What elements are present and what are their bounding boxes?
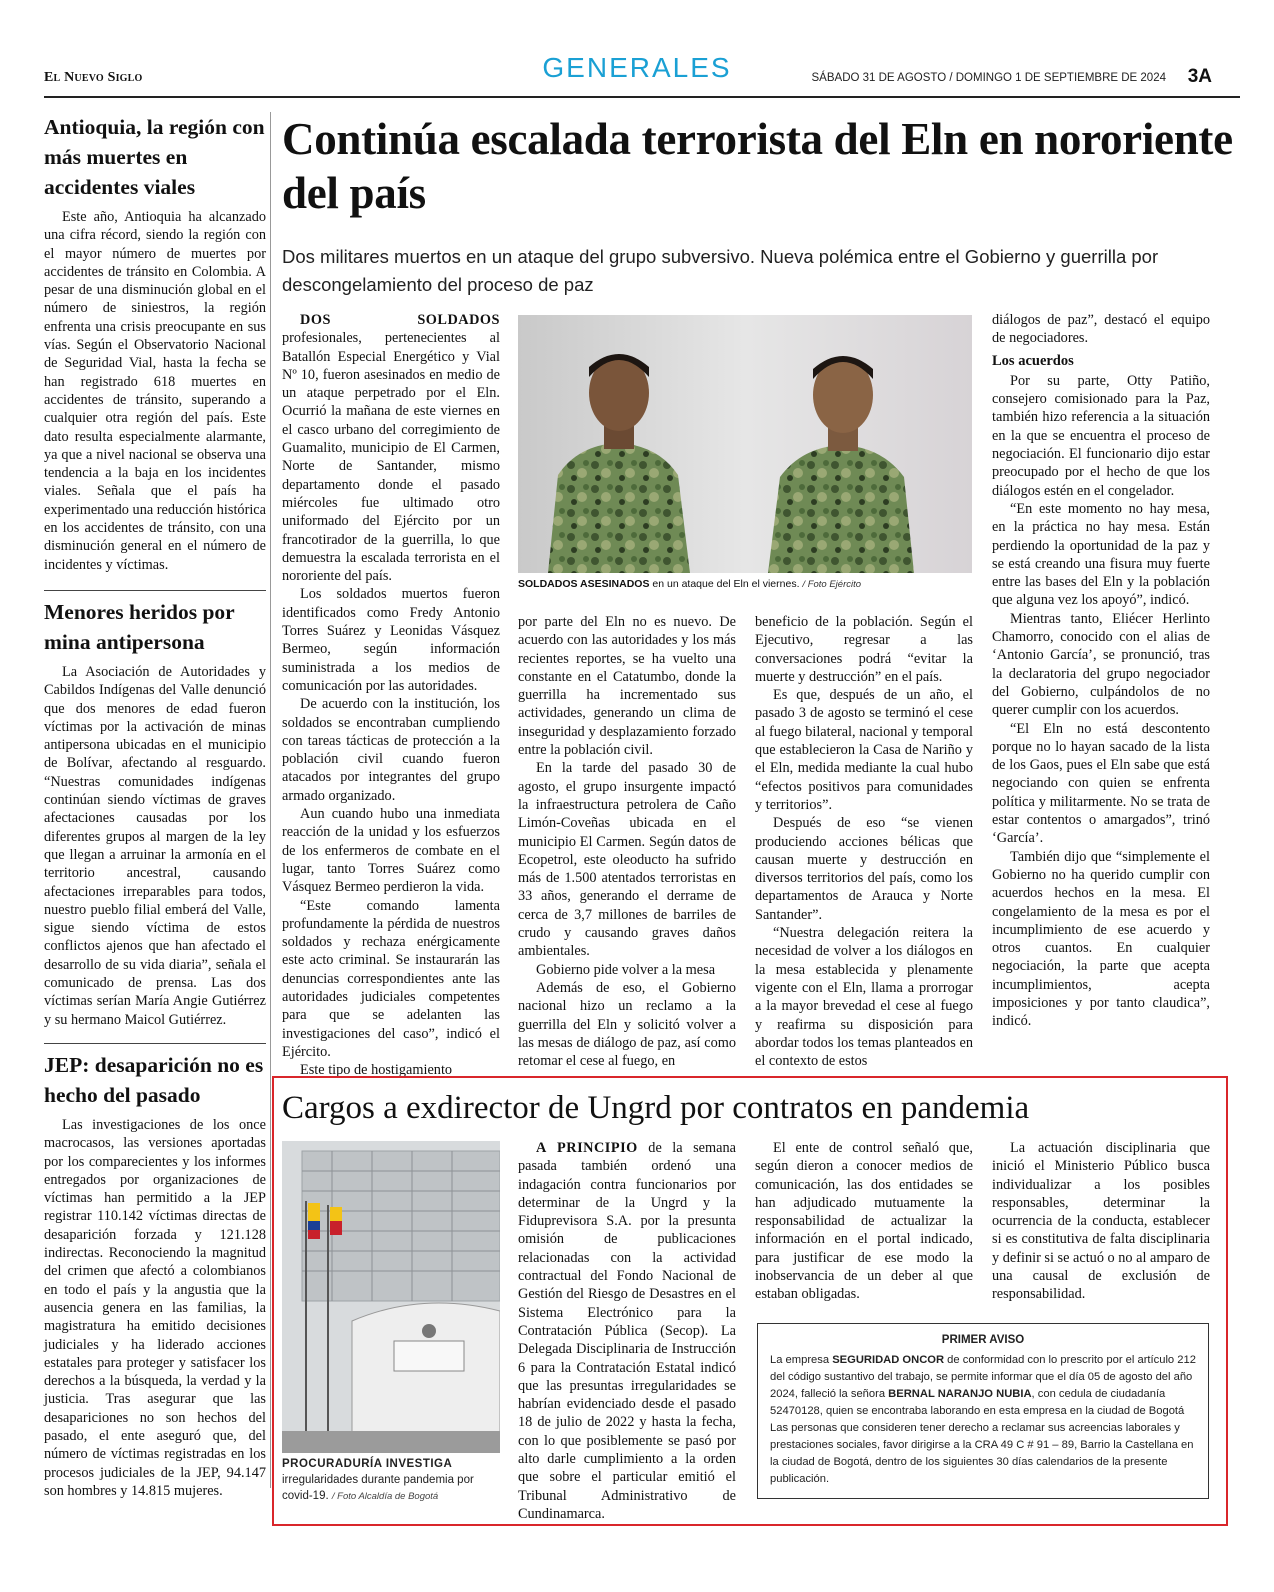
paragraph: “Este comando lamenta profundamente la pérdida de nuestros soldados y rechaza enérgicamente este acto criminal. Se instaurarán las denuncias correspondientes ante las autoridades judiciales competentes para que se adelanten las investigaciones del caso”, indicó el Ejército. bbox=[282, 897, 500, 1060]
soldiers-photo bbox=[518, 315, 972, 573]
paragraph: Los soldados muertos fueron identificados como Fredy Antonio Torres Suárez y Leonidas Vásquez Bermeo, según información suministrada a los medios de comunicación por las autoridades. bbox=[282, 586, 500, 694]
paragraph: Después de eso “se vienen produciendo acciones bélicas que causan muerte y destrucción en diversos territorios del país, como los departamentos de Arauca y Norte Santander”. bbox=[755, 815, 973, 923]
procuraduria-photo bbox=[282, 1141, 500, 1453]
paragraph: diálogos de paz”, destacó el equipo de negociadores. bbox=[992, 312, 1210, 347]
sidebar-divider bbox=[44, 1043, 266, 1044]
page-number: 3A bbox=[1187, 66, 1212, 87]
paragraph: beneficio de la población. Según el Ejecutivo, regresar a las conversaciones podrá “evitar la muerte y destrucción” en el país. bbox=[755, 614, 973, 685]
main-headline: Continúa escalada terrorista del Eln en nororiente del país bbox=[282, 114, 1233, 218]
main-column-4 bbox=[992, 311, 1210, 1031]
paragraph: “El Eln no está descontento porque no lo hayan sacado de la lista de los Gaos, pues el Eln sabe que está negociando con quien se enfrenta política y militarmente. No se trata de estar contentos o amargados”, trinó ‘García’. bbox=[992, 720, 1210, 847]
paragraph: En la tarde del pasado 30 de agosto, el grupo insurgente impactó la infraestructura petrolera de Caño Limón-Coveñas ubicada en el municipio El Carmen. Según datos de Ecopetrol, este oleoducto ha sufrido más de 1.500 atentados terroristas en 33 años, generando el derrame de cerca de 3,7 millones de barriles de crudo y causando graves daños ambientales. bbox=[518, 760, 736, 960]
sidebar-story2-title: Menores heridos por mina antipersona bbox=[44, 600, 235, 654]
paragraph: Este tipo de hostigamiento bbox=[300, 1062, 453, 1079]
procuraduria-photo-caption bbox=[282, 1456, 502, 1505]
paragraph: El ente de control señaló que, según dieron a conocer medios de comunicación, las dos entidades se han adjudicado mutuamente la responsabilidad de actualizar la información en el portal indicado, para justificar de ese modo la inobservancia de un deber al que estaban obligadas. bbox=[755, 1140, 973, 1303]
main-kicker: DOS SOLDADOS bbox=[300, 312, 500, 328]
notice-text: La empresa bbox=[770, 1354, 833, 1366]
sidebar-story1-title: Antioquia, la región con más muertes en accidentes viales bbox=[44, 115, 265, 199]
caption-bold: SOLDADOS ASESINADOS bbox=[518, 578, 650, 590]
sidebar-story2 bbox=[44, 663, 266, 1029]
boxed-story-headline: Cargos a exdirector de Ungrd por contratos en pandemia bbox=[282, 1090, 1030, 1126]
section-title: GENERALES bbox=[542, 52, 732, 83]
caption-text: en un ataque del Eln el viernes. bbox=[649, 578, 800, 590]
sidebar-story3-title: JEP: desaparición no es hecho del pasado bbox=[44, 1053, 264, 1107]
notice-person: BERNAL NARANJO NUBIA bbox=[888, 1388, 1032, 1400]
notice-text: de conformidad con lo prescrito por el artículo 212 del código sustantivo del trabajo, se permite informar que el día 05 de agosto del año 2024, falleció la señora bbox=[770, 1354, 1196, 1400]
caption-credit: / Foto Alcaldía de Bogotá bbox=[331, 1491, 439, 1502]
notice-text: , con cedula de ciudadanía 52470128, quien se encontraba laborando en esta empresa en la ciudad de Bogotá Las personas que consideren tener derecho a reclamar sus acreencias laborales y prestaciones sociales, favor dirigirse a la CRA 49 C # 91 – 89, Barrio la Castellana en la ciudad de Bogotá, dentro de los siguientes 30 días calendarios de la presente publicación. bbox=[770, 1388, 1194, 1485]
column-divider bbox=[270, 112, 271, 1488]
paragraph: De acuerdo con la institución, los soldados se encontraban cumpliendo con tareas tácticas de protección a la población civil cuando fueron atacados por integrantes del grupo armado organizado. bbox=[282, 696, 500, 804]
paragraph: Aun cuando hubo una inmediata reacción de la unidad y los esfuerzos de los enfermeros de combate en el lugar, tanto Torres Suárez como Vásquez Bermeo perdieron la vida. bbox=[282, 806, 500, 896]
subheading: Gobierno pide volver a la mesa bbox=[536, 961, 716, 978]
paragraph: Es que, después de un año, el pasado 3 de agosto se terminó el cese al fuego bilateral, nacional y temporal que establecieron la Casa de Nariño y el Eln, medida mediante la cual hubo “efectos positivos para comunidades y territorios”. bbox=[755, 687, 973, 813]
box-column-1 bbox=[518, 1139, 736, 1523]
sidebar-story3 bbox=[44, 1116, 266, 1500]
paragraph: Por su parte, Otty Patiño, consejero comisionado para la Paz, también hizo referencia a la situación en la que se encuentra el proceso de negociación. El funcionario dijo estar preocupado por el hecho de que los diálogos estén en el congelador. bbox=[992, 372, 1210, 499]
paragraph: Mientras tanto, Eliécer Herlinto Chamorro, conocido con el alias de ‘Antonio García’, se pronunció, tras la declaratoria del grupo negociador del Gobierno, culpándolos de no querer cumplir con los acuerdos. bbox=[992, 610, 1210, 719]
newspaper-name: El Nuevo Siglo bbox=[44, 70, 143, 85]
header-rule bbox=[44, 96, 1240, 98]
issue-date: SÁBADO 31 DE AGOSTO / DOMINGO 1 DE SEPTIEMBRE DE 2024 bbox=[811, 72, 1166, 84]
paragraph: por parte del Eln no es nuevo. De acuerdo con las autoridades y los más recientes reportes, se ha vuelto una constante en el Catatumbo, donde la guerrilla ha incrementado sus actividades, generando un clima de inseguridad y desplazamiento forzado entre la población civil. bbox=[518, 614, 736, 759]
caption-text: irregularidades durante pandemia por covid-19. bbox=[282, 1474, 474, 1502]
sidebar-story3-body: Las investigaciones de los once macrocasos, las versiones aportadas por los comparecientes y los informes entregados por organizaciones de víctimas han permitido a la JEP registrar 110.142 víctimas directas de desaparición forzada y 121.128 indirectas. Reconociendo la magnitud del crimen que afectó a colombianos en todo el país y la angustia que la ausencia genera en las familias, la magistratura ha emitido decisiones judiciales y ha liderado acciones estatales para proteger y satisfacer los derechos a la búsqueda, la verdad y la justicia. Tras asegurar que las desapariciones no son hechos del pasado, el ente aseguró que, del número de víctimas registradas en los procesos judiciales de la JEP, 94.147 son hombres y 14.815 mujeres. bbox=[44, 1117, 266, 1499]
paragraph: La actuación disciplinaria que inició el Ministerio Público busca individualizar a los posibles responsables, determinar la ocurrencia de la conducta, establecer si es constitutiva de falta disciplinaria y definir si se actuó o no al amparo de una causal de exclusión de responsabilidad. bbox=[992, 1140, 1210, 1303]
caption-credit: / Foto Ejército bbox=[802, 579, 862, 590]
box-kicker: A PRINCIPIO bbox=[536, 1140, 638, 1156]
legal-notice-body bbox=[770, 1352, 1196, 1488]
sidebar-story2-body: La Asociación de Autoridades y Cabildos Indígenas del Valle denunció que dos menores de edad fueron víctimas por la activación de minas antipersona ubicadas en el municipio de Bolívar, afectando al resguardo. “Nuestras comunidades indígenas continúan siendo víctimas de graves afectaciones causadas por los diferentes grupos al margen de la ley que llegan a arruinar la armonía en el territorio ancestral, causando afectaciones irreparables para todos, nuestro pueblo filial emberá del Valle, sigue siendo víctima de estos conflictos ajenos que han afectado el desarrollo de su vida diaria”, señala el comunicado de prensa. Las dos víctimas serían María Angie Gutiérrez y su hermano Maicol Gutiérrez. bbox=[44, 664, 266, 1028]
paragraph: “En este momento no hay mesa, en la práctica no hay mesa. Están perdiendo la oportunidad de la paz y se está creando una fisura muy fuerte entre las bases del Eln y la población que alguna vez los apoyó”, indicó. bbox=[992, 500, 1210, 609]
sidebar-divider bbox=[44, 590, 266, 591]
legal-notice bbox=[757, 1323, 1209, 1499]
sidebar-story1-body: Este año, Antioquia ha alcanzado una cifra récord, siendo la región con el mayor número de muertes por accidentes de tránsito en Colombia. A pesar de una disminución global en el número de siniestros, la región enfrenta una crisis preocupante en sus vías. Según el Observatorio Nacional de Seguridad Vial, hasta la fecha se han registrado 618 muertes en accidentes de tránsito, superando a cualquier otra región del país. Este dato resulta especialmente alarmante, ya que a nivel nacional se observa una tendencia a la baja en los incidentes viales. Señala que el país ha experimentado una reducción histórica en los accidentes de tránsito, con una disminución general en el número de incidentes y víctimas. bbox=[44, 209, 266, 573]
caption-bold: PROCURADURÍA INVESTIGA bbox=[282, 1458, 453, 1470]
main-column-2 bbox=[518, 613, 736, 1070]
paragraph: Además de eso, el Gobierno nacional hizo un reclamo a la guerrilla del Eln y solicitó volver a las mesas de diálogo de paz, así como retomar el cese al fuego, en bbox=[518, 979, 736, 1070]
paragraph: de la semana pasada también ordenó una indagación contra funcionarios por determinar de la Ungrd y la Fiduprevisora S.A. por la presunta omisión de publicaciones relacionadas con la actividad contractual del Fondo Nacional de Gestión del Riesgo de Desastres en el Sistema Electrónico para la Contratación Pública (Secop). La Delegada Disciplinaria de Instrucción 6 para la Contratación Estatal indicó que las presuntas irregularidades se habrían evidenciado desde el pasado 18 de julio de 2022 y hasta la fecha, con lo que posiblemente se pasó por alto darle cumplimiento a la orden que sobre el particular emitió el Tribunal Administrativo de Cundinamarca. bbox=[518, 1140, 736, 1522]
box-column-2 bbox=[755, 1139, 973, 1304]
paragraph: “Nuestra delegación reitera la necesidad de volver a los diálogos en la mesa establecida y plenamente vigente con el Eln, llama a prorrogar a la mayor brevedad el cese al fuego y reafirma su disposición para abordar todos los temas planteados en el contexto de estos bbox=[755, 925, 973, 1070]
soldiers-photo-caption bbox=[518, 578, 978, 590]
box-column-3 bbox=[992, 1139, 1210, 1304]
main-deck: Dos militares muertos en un ataque del grupo subversivo. Nueva polémica entre el Gobierno y guerrilla por descongelamiento del proceso de paz bbox=[282, 246, 1159, 295]
main-column-1 bbox=[282, 311, 500, 1079]
paragraph: profesionales, pertenecientes al Batallón Especial Energético y Vial Nº 10, fueron asesinados en medio de un ataque perpetrado por el Eln. Ocurrió la mañana de este viernes en el casco urbano del corregimiento de Guamalito, municipio de El Carmen, Norte de Santander, mismo departamento donde el pasado miércoles fue ultimado otro uniformado del Ejército por un francotirador de la guerrilla, lo que demuestra la escalada terrorista en el nororiente del país. bbox=[282, 330, 500, 585]
subheading: Los acuerdos bbox=[992, 352, 1074, 369]
sidebar-story1 bbox=[44, 208, 266, 574]
notice-company: SEGURIDAD ONCOR bbox=[832, 1354, 945, 1366]
legal-notice-title: PRIMER AVISO bbox=[941, 1334, 1025, 1346]
paragraph: También dijo que “simplemente el Gobierno no ha querido cumplir con acuerdos hechos en la mesa. El congelamiento de la mesa es por el incumplimiento de ese acuerdo y otros cuantos. En cualquier negociación, la parte que acepta incumplimientos, acepta imposiciones y por tanto claudica”, indicó. bbox=[992, 848, 1210, 1030]
main-column-3 bbox=[755, 613, 973, 1070]
